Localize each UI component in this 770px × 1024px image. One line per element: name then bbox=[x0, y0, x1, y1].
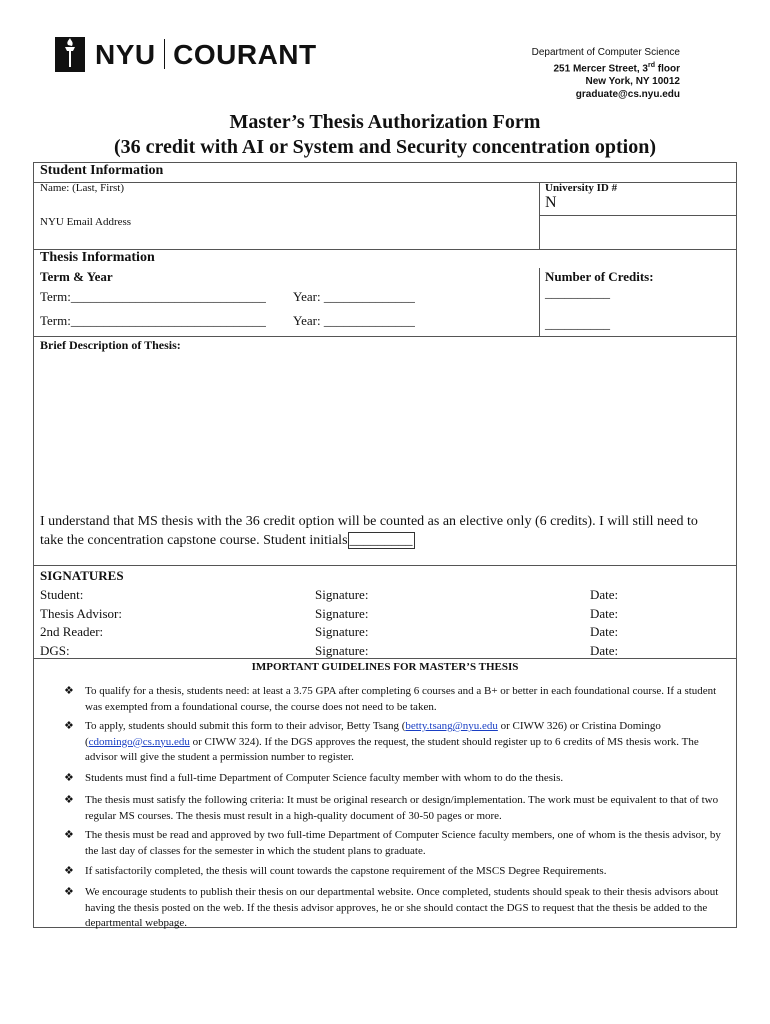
credits-label: Number of Credits: bbox=[545, 269, 654, 284]
guideline-2: To apply, students should submit this form to their advisor, Betty Tsang (betty.tsang@nyu.edu or CIWW 326) or Cristina Domingo (cdomingo@cs.nyu.edu or CIWW 324). If the DGS approves the request, the student should register up to 6 credits of MS thesis work. The advisor will give the student a permission number to register. bbox=[85, 720, 699, 763]
rule bbox=[539, 268, 540, 336]
role-second-reader: 2nd Reader: bbox=[40, 624, 104, 639]
date-field[interactable]: Date: bbox=[590, 605, 619, 621]
street-address: 251 Mercer Street, 3rd floor bbox=[553, 62, 680, 75]
diamond-bullet-icon: ❖ bbox=[64, 794, 74, 806]
description-textarea[interactable] bbox=[40, 356, 730, 506]
rule bbox=[34, 658, 736, 659]
signature-fields bbox=[315, 586, 368, 660]
thesis-info-heading: Thesis Information bbox=[40, 250, 155, 265]
city-address: New York, NY 10012 bbox=[585, 76, 680, 88]
guideline-1: To qualify for a thesis, students need: at least a 3.75 GPA after completing 6 courses and a B+ or better in each foundational course. If a student was exempted from a foundational course, the course does not need to be taken. bbox=[85, 685, 717, 713]
signature-field[interactable]: Signature: bbox=[315, 642, 369, 658]
name-label: Name: (Last, First) bbox=[40, 182, 125, 194]
role-student: Student: bbox=[40, 587, 84, 602]
email-input[interactable] bbox=[540, 216, 736, 248]
nyu-courant-wordmark bbox=[95, 37, 317, 73]
guideline-7: We encourage students to publish their thesis on our departmental website. Once completed, students should speak to their thesis advisors about having the thesis posted on the web. If the thesis advisor approves, he or she should contact the DGS to request that the thesis be added to the departmental webpage. bbox=[85, 886, 719, 929]
signature-roles bbox=[40, 586, 122, 660]
rule bbox=[34, 565, 736, 566]
guideline-4: The thesis must satisfy the following criteria: It must be original research or design/implementation. The work must be equivalent to that of two regular MS courses. The thesis must result in a high-quality document of 30-50 pages or more. bbox=[85, 794, 719, 822]
university-id-input[interactable]: N bbox=[545, 194, 557, 211]
logo-nyu: NYU bbox=[95, 39, 156, 70]
rule bbox=[34, 336, 736, 337]
betty-email-link[interactable]: betty.tsang@nyu.edu bbox=[405, 720, 498, 732]
nyu-torch-logo bbox=[55, 37, 85, 72]
guideline-5: The thesis must be read and approved by two full-time Department of Computer Science faculty members, one of whom is the thesis advisor, by the last day of classes for the semester in which the student plans to graduate. bbox=[85, 829, 721, 857]
signature-field[interactable]: Signature: bbox=[315, 605, 369, 621]
diamond-bullet-icon: ❖ bbox=[64, 886, 74, 898]
dept-email[interactable]: graduate@cs.nyu.edu bbox=[575, 89, 680, 101]
credits-field-1[interactable]: __________ bbox=[545, 285, 610, 300]
signatures-heading: SIGNATURES bbox=[40, 568, 124, 583]
diamond-bullet-icon: ❖ bbox=[64, 720, 74, 732]
student-info-heading: Student Information bbox=[40, 163, 164, 178]
dept-name: Department of Computer Science bbox=[531, 47, 680, 58]
term-field-1[interactable]: Term:______________________________ bbox=[40, 289, 266, 304]
date-fields bbox=[590, 586, 618, 660]
guidelines-heading: IMPORTANT GUIDELINES FOR MASTER’S THESIS bbox=[251, 661, 519, 673]
guideline-3: Students must find a full-time Department of Computer Science faculty member with whom to do the thesis. bbox=[85, 772, 564, 784]
year-field-1[interactable]: Year: ______________ bbox=[293, 289, 415, 304]
role-advisor: Thesis Advisor: bbox=[40, 605, 122, 621]
rule bbox=[34, 182, 736, 183]
diamond-bullet-icon: ❖ bbox=[64, 829, 74, 841]
year-field-2[interactable]: Year: ______________ bbox=[293, 313, 415, 328]
signature-field[interactable]: Signature: bbox=[315, 624, 369, 639]
signature-field[interactable]: Signature: bbox=[315, 587, 369, 602]
title-line-2: (36 credit with AI or System and Security concentration option) bbox=[113, 136, 656, 158]
logo-divider bbox=[164, 39, 166, 69]
date-field[interactable]: Date: bbox=[590, 624, 619, 639]
diamond-bullet-icon: ❖ bbox=[64, 685, 74, 697]
understand-statement bbox=[40, 512, 720, 550]
date-field[interactable]: Date: bbox=[590, 587, 619, 602]
role-dgs: DGS: bbox=[40, 642, 70, 658]
cristina-email-link[interactable]: cdomingo@cs.nyu.edu bbox=[88, 735, 190, 748]
credits-field-2[interactable]: __________ bbox=[545, 316, 610, 331]
understand-text: I understand that MS thesis with the 36 credit option will be counted as an elective only (6 credits). I will still need to take the concentration capstone course. Student initials bbox=[40, 514, 698, 548]
title-line-1: Master’s Thesis Authorization Form bbox=[229, 111, 541, 133]
date-field[interactable]: Date: bbox=[590, 642, 619, 658]
diamond-bullet-icon: ❖ bbox=[64, 772, 74, 784]
diamond-bullet-icon: ❖ bbox=[64, 865, 74, 877]
department-address bbox=[532, 46, 680, 101]
description-label: Brief Description of Thesis: bbox=[40, 338, 181, 352]
email-label: NYU Email Address bbox=[40, 216, 132, 228]
university-id-label: University ID # bbox=[545, 182, 618, 194]
logo-courant: COURANT bbox=[173, 39, 317, 70]
initials-input[interactable]: _________ bbox=[349, 533, 413, 548]
term-field-2[interactable]: Term:______________________________ bbox=[40, 313, 266, 328]
form-title bbox=[0, 110, 770, 160]
term-year-label: Term & Year bbox=[40, 269, 113, 284]
guideline-6: If satisfactorily completed, the thesis will count towards the capstone requirement of the MSCS Degree Requirements. bbox=[85, 865, 607, 877]
